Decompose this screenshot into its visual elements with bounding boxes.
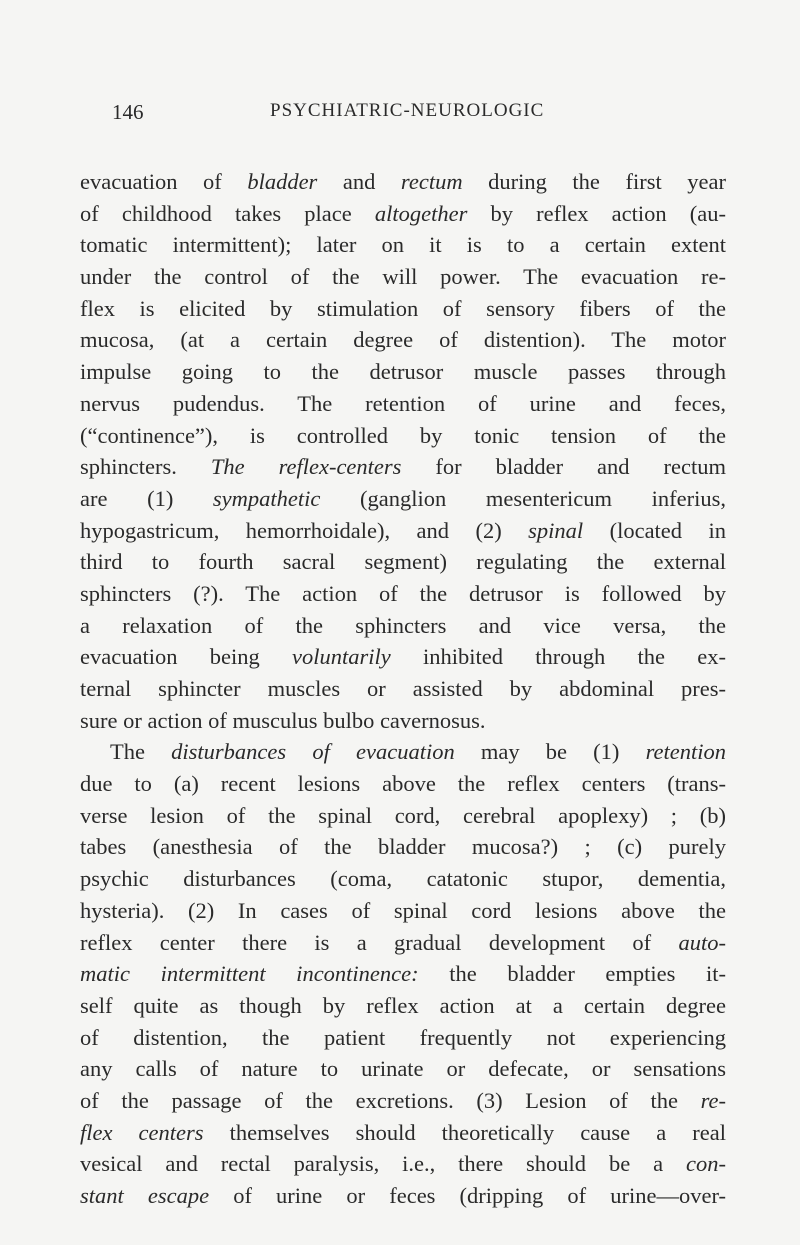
text-line xyxy=(80,990,726,1022)
text-segment: of the passage of the excretions. (3) Lesion of the xyxy=(80,1087,701,1113)
text-segment: may be (1) xyxy=(454,739,646,765)
text-segment: themselves should theoretically cause a real xyxy=(203,1119,726,1145)
italic-text: bladder xyxy=(247,169,318,194)
text-segment: (ganglion mesentericum inferius, xyxy=(320,485,726,511)
text-line xyxy=(80,705,726,737)
text-segment: hysteria). (2) In cases of spinal cord lesions above the xyxy=(80,897,726,923)
page-header xyxy=(112,100,732,130)
text-line xyxy=(80,768,726,800)
italic-text: flex centers xyxy=(80,1119,204,1145)
text-segment: tomatic intermittent); later on it is to a certain extent xyxy=(80,232,726,258)
text-segment: of childhood takes place xyxy=(80,200,375,226)
text-segment: inhibited through the ex- xyxy=(390,644,727,670)
text-segment: (“continence”), is controlled by tonic tension of the xyxy=(80,422,726,448)
italic-text: voluntarily xyxy=(291,644,391,670)
text-segment: by reflex action (au- xyxy=(467,200,726,226)
text-segment: evacuation being xyxy=(80,644,292,670)
text-segment: nervus pudendus. The retention of urine and feces, xyxy=(80,390,726,416)
text-segment: evacuation of xyxy=(80,169,248,194)
text-segment: the bladder empties it- xyxy=(418,961,727,987)
italic-text: spinal xyxy=(528,517,584,543)
text-segment: reflex center there is a gradual development of xyxy=(80,929,679,955)
text-segment: self quite as though by reflex action at a certain degree xyxy=(80,992,726,1018)
text-segment: sphincters (?). The action of the detrusor is followed by xyxy=(80,580,726,606)
text-line xyxy=(80,736,726,768)
text-line xyxy=(80,641,726,673)
italic-text: retention xyxy=(645,739,726,765)
body-text xyxy=(80,166,726,1212)
text-line xyxy=(80,515,726,547)
page-number: 146 xyxy=(112,100,144,124)
text-line xyxy=(80,324,726,356)
text-line xyxy=(80,483,726,515)
text-line xyxy=(80,578,726,610)
text-segment: (located in xyxy=(583,517,726,543)
text-segment: are (1) xyxy=(80,485,213,511)
text-segment: for bladder and rectum xyxy=(401,454,726,480)
text-segment: of urine or feces (dripping of urine—over- xyxy=(209,1183,726,1208)
text-segment: hypogastricum, hemorrhoidale), and (2) xyxy=(80,517,529,543)
italic-text: re- xyxy=(700,1087,726,1113)
italic-text: auto- xyxy=(678,929,726,955)
text-segment: vesical and rectal paralysis, i.e., there should be a xyxy=(80,1151,687,1177)
text-line xyxy=(80,673,726,705)
text-line xyxy=(80,546,726,578)
text-segment: due to (a) recent lesions above the reflex centers (trans- xyxy=(80,771,726,797)
text-line xyxy=(80,1022,726,1054)
text-segment: third to fourth sacral segment) regulating the external xyxy=(80,549,726,575)
text-segment: flex is elicited by stimulation of sensory fibers of the xyxy=(80,295,726,321)
text-segment: verse lesion of the spinal cord, cerebral apoplexy) ; (b) xyxy=(80,802,726,828)
text-line xyxy=(80,863,726,895)
italic-text: The reflex-centers xyxy=(210,454,402,480)
text-line xyxy=(80,1180,726,1212)
text-segment: any calls of nature to urinate or defecate, or sensations xyxy=(80,1056,726,1082)
text-segment: The xyxy=(110,739,172,765)
text-line xyxy=(80,293,726,325)
text-line xyxy=(80,166,726,198)
text-line xyxy=(80,198,726,230)
text-segment: and xyxy=(317,169,401,194)
text-line xyxy=(80,1053,726,1085)
text-segment: psychic disturbances (coma, catatonic stupor, dementia, xyxy=(80,866,726,892)
text-segment: a relaxation of the sphincters and vice versa, the xyxy=(80,612,726,638)
text-segment: mucosa, (at a certain degree of distention). The motor xyxy=(80,327,726,353)
text-segment: tabes (anesthesia of the bladder mucosa?) ; (c) purely xyxy=(80,834,726,860)
text-line xyxy=(80,356,726,388)
italic-text: sympathetic xyxy=(212,485,321,511)
italic-text: altogether xyxy=(374,200,468,226)
text-line xyxy=(80,420,726,452)
text-line xyxy=(80,1117,726,1149)
text-line xyxy=(80,831,726,863)
italic-text: rectum xyxy=(400,169,463,194)
text-line xyxy=(80,1085,726,1117)
text-segment: of distention, the patient frequently not experiencing xyxy=(80,1024,726,1050)
text-line xyxy=(80,895,726,927)
text-line xyxy=(80,610,726,642)
text-line xyxy=(80,800,726,832)
italic-text: disturbances of evacuation xyxy=(171,739,455,765)
text-segment: during the first year xyxy=(462,169,726,194)
text-line xyxy=(80,927,726,959)
text-segment: under the control of the will power. The evacuation re- xyxy=(80,264,726,290)
text-line xyxy=(80,958,726,990)
text-line xyxy=(80,261,726,293)
text-segment: sphincters. xyxy=(80,454,211,480)
running-head: PSYCHIATRIC-NEUROLOGIC xyxy=(270,100,545,121)
text-line xyxy=(80,451,726,483)
text-line xyxy=(80,388,726,420)
italic-text: matic intermittent incontinence: xyxy=(80,961,419,987)
text-segment: ternal sphincter muscles or assisted by abdominal pres- xyxy=(80,676,726,701)
text-line xyxy=(80,229,726,261)
text-segment: impulse going to the detrusor muscle passes through xyxy=(80,359,726,385)
italic-text: stant escape xyxy=(80,1183,210,1208)
italic-text: con- xyxy=(686,1151,726,1177)
text-line xyxy=(80,1148,726,1180)
text-segment: sure or action of musculus bulbo cavernosus. xyxy=(80,707,486,733)
